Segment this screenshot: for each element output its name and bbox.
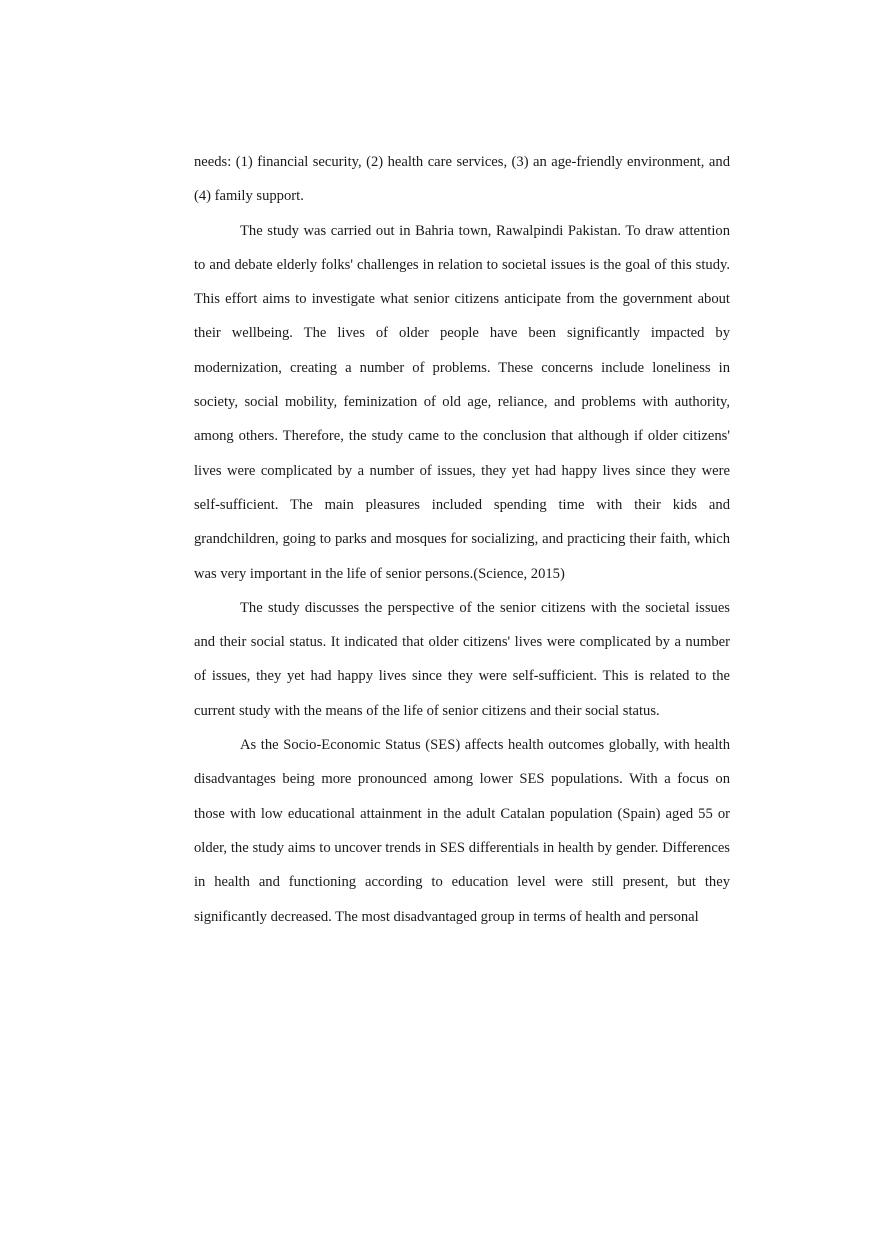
- body-text: [194, 145, 730, 934]
- paragraph-ses-health: As the Socio-Economic Status (SES) affects health outcomes globally, with health disadvantages being more pronounced among lower SES populations. With a focus on those with low educational attainment in the adult Catalan population (Spain) aged 55 or older, the study aims to uncover trends in SES differentials in health by gender. Differences in health and functioning according to education level were still present, but they significantly decreased. The most disadvantaged group in terms of health and personal: [194, 737, 730, 925]
- paragraph-bahria-town-study: The study was carried out in Bahria town, Rawalpindi Pakistan. To draw attention to and debate elderly folks' challenges in relation to societal issues is the goal of this study. This effort aims to investigate what senior citizens anticipate from the government about their wellbeing. The lives of older people have been significantly impacted by modernization, creating a number of problems. These concerns include loneliness in society, social mobility, feminization of old age, reliance, and problems with authority, among others. Therefore, the study came to the conclusion that although if older citizens' lives were complicated by a number of issues, they yet had happy lives since they were self-sufficient. The main pleasures included spending time with their kids and grandchildren, going to parks and mosques for socializing, and practicing their faith, which was very important in the life of senior persons.(Science, 2015): [194, 222, 730, 582]
- paragraph-study-discussion: The study discusses the perspective of the senior citizens with the societal issues and their social status. It indicated that older citizens' lives were complicated by a number of issues, they yet had happy lives since they were self-sufficient. This is related to the current study with the means of the life of senior citizens and their social status.: [194, 599, 730, 719]
- paragraph-needs-continuation: needs: (1) financial security, (2) health care services, (3) an age-friendly environment, and (4) family support.: [194, 154, 730, 205]
